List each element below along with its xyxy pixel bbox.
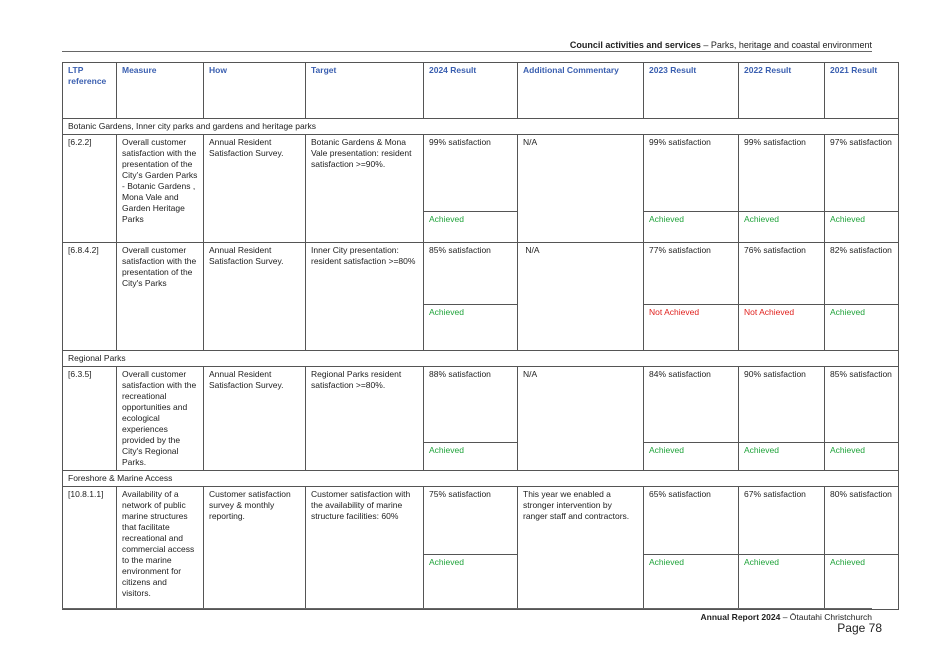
measure: Overall customer satisfaction with the presentation of the City's Parks — [117, 243, 204, 351]
status-2024: Achieved — [424, 443, 518, 471]
result-2021: 82% satisfaction — [825, 243, 899, 305]
measure: Overall customer satisfaction with the presentation of the City’s Garden Parks - Botanic Gardens , Mona Vale and Garden Heritage Parks — [117, 135, 204, 243]
result-2022: 99% satisfaction — [739, 135, 825, 212]
result-2023: 99% satisfaction — [644, 135, 739, 212]
col-header: 2023 Result — [644, 63, 739, 119]
page-number: Page 78 — [837, 621, 882, 635]
section-title: Foreshore & Marine Access — [63, 471, 899, 487]
target: Regional Parks resident satisfaction >=80%. — [306, 367, 424, 471]
result-2022: 76% satisfaction — [739, 243, 825, 305]
status-2021: Achieved — [825, 212, 899, 243]
footer-rule — [62, 608, 872, 609]
section-row — [63, 119, 899, 135]
footer-city: – Ōtautahi Christchurch — [780, 612, 872, 622]
col-header: How — [204, 63, 306, 119]
how: Annual Resident Satisfaction Survey. — [204, 135, 306, 243]
section-row — [63, 351, 899, 367]
col-header: Target — [306, 63, 424, 119]
section-title: Botanic Gardens, Inner city parks and gardens and heritage parks — [63, 119, 899, 135]
commentary: N/A — [518, 135, 644, 243]
status-2022: Not Achieved — [739, 305, 825, 351]
measure: Availability of a network of public marine structures that facilitate recreational and commercial access to the marine environment for citizens and visitors. — [117, 487, 204, 610]
running-header — [570, 40, 872, 50]
status-2021: Achieved — [825, 443, 899, 471]
result-2024: 88% satisfaction — [424, 367, 518, 443]
status-2023: Not Achieved — [644, 305, 739, 351]
how: Annual Resident Satisfaction Survey. — [204, 367, 306, 471]
commentary: This year we enabled a stronger intervention by ranger staff and contractors. — [518, 487, 644, 610]
table-row — [63, 487, 899, 555]
status-2021: Achieved — [825, 555, 899, 610]
status-2023: Achieved — [644, 555, 739, 610]
result-2021: 80% satisfaction — [825, 487, 899, 555]
table-row — [63, 135, 899, 212]
ltp-ref: [6.2.2] — [63, 135, 117, 243]
section-row — [63, 471, 899, 487]
table-header-row — [63, 63, 899, 119]
result-2022: 67% satisfaction — [739, 487, 825, 555]
result-2023: 77% satisfaction — [644, 243, 739, 305]
header-rule — [62, 51, 872, 52]
result-2021: 85% satisfaction — [825, 367, 899, 443]
col-header: 2024 Result — [424, 63, 518, 119]
target: Customer satisfaction with the availability of marine structure facilities: 60% — [306, 487, 424, 610]
how: Customer satisfaction survey & monthly reporting. — [204, 487, 306, 610]
commentary: N/A — [518, 243, 644, 351]
target: Inner City presentation: resident satisfaction >=80% — [306, 243, 424, 351]
result-2022: 90% satisfaction — [739, 367, 825, 443]
status-2024: Achieved — [424, 212, 518, 243]
status-2024: Achieved — [424, 555, 518, 610]
status-2022: Achieved — [739, 212, 825, 243]
col-header: 2021 Result — [825, 63, 899, 119]
col-header: Measure — [117, 63, 204, 119]
result-2021: 97% satisfaction — [825, 135, 899, 212]
table-row — [63, 367, 899, 443]
status-2023: Achieved — [644, 212, 739, 243]
status-2024: Achieved — [424, 305, 518, 351]
result-2024: 99% satisfaction — [424, 135, 518, 212]
status-2022: Achieved — [739, 555, 825, 610]
status-2022: Achieved — [739, 443, 825, 471]
header-section: Council activities and services — [569, 40, 701, 50]
status-2023: Achieved — [644, 443, 739, 471]
performance-table — [62, 62, 899, 610]
result-2023: 65% satisfaction — [644, 487, 739, 555]
ltp-ref: [10.8.1.1] — [63, 487, 117, 610]
col-header: LTP reference — [63, 63, 117, 119]
status-2021: Achieved — [825, 305, 899, 351]
col-header: Additional Commentary — [518, 63, 644, 119]
col-header: 2022 Result — [739, 63, 825, 119]
header-subsection: – Parks, heritage and coastal environment — [700, 40, 872, 50]
section-title: Regional Parks — [63, 351, 899, 367]
result-2024: 75% satisfaction — [424, 487, 518, 555]
result-2023: 84% satisfaction — [644, 367, 739, 443]
commentary: N/A — [518, 367, 644, 471]
ltp-ref: [6.8.4.2] — [63, 243, 117, 351]
measure: Overall customer satisfaction with the recreational opportunities and ecological experiences provided by the City's Regional Parks. — [117, 367, 204, 471]
target: Botanic Gardens & Mona Vale presentation: resident satisfaction >=90%. — [306, 135, 424, 243]
table-row — [63, 243, 899, 305]
ltp-ref: [6.3.5] — [63, 367, 117, 471]
how: Annual Resident Satisfaction Survey. — [204, 243, 306, 351]
result-2024: 85% satisfaction — [424, 243, 518, 305]
footer-report-title: Annual Report 2024 — [700, 612, 781, 622]
